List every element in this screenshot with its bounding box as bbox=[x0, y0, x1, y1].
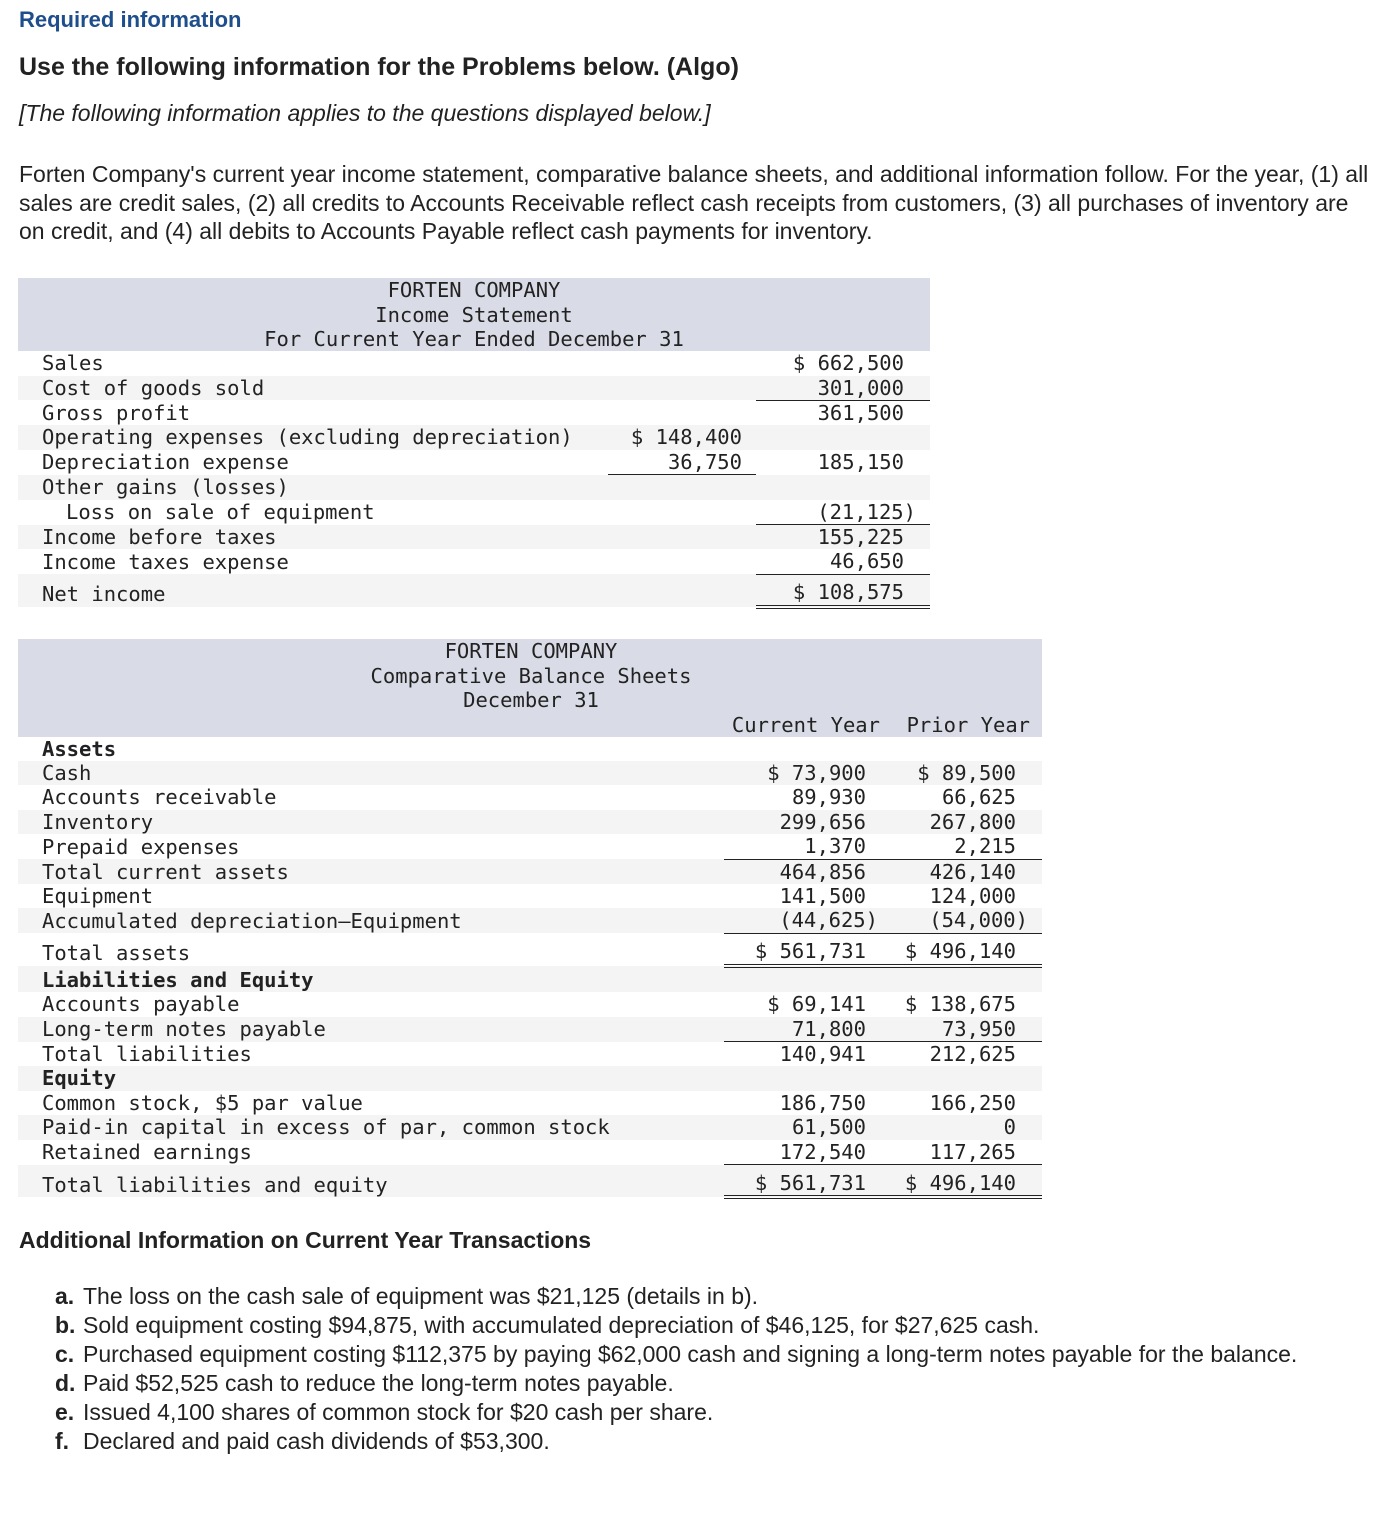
statement-row bbox=[18, 1165, 1042, 1198]
row-value-col1: (44,625) bbox=[724, 908, 880, 933]
statement-header-row bbox=[18, 663, 1042, 687]
row-value-col2: $ 108,575 bbox=[756, 574, 930, 607]
statement-row bbox=[18, 549, 930, 574]
statement-row bbox=[18, 574, 930, 607]
statement-row bbox=[18, 785, 1042, 809]
item-text: Declared and paid cash dividends of $53,300. bbox=[83, 1428, 550, 1454]
statement-row bbox=[18, 475, 930, 500]
intro-paragraph: Forten Company's current year income statement, comparative balance sheets, and additional information follow. For the year, (1) all sales are credit sales, (2) all credits to Accounts Receivable reflect cash receipts from customers, (3) all purchases of inventory are on credit, and (4) all debits to Accounts Payable reflect cash payments for inventory. bbox=[19, 161, 1369, 244]
row-value-col2: 124,000 bbox=[929, 884, 1016, 908]
row-value-col2: $ 496,140 bbox=[880, 933, 1042, 966]
row-value-col2: $ 496,140 bbox=[880, 1165, 1042, 1198]
row-value-col2: $ 89,500 bbox=[880, 761, 1042, 785]
row-value-col1: 464,856 bbox=[724, 859, 880, 884]
row-value-col1: 299,656 bbox=[724, 810, 880, 834]
statement-header-row bbox=[18, 688, 1042, 712]
row-value-col1 bbox=[724, 737, 880, 761]
statement-row bbox=[18, 351, 930, 375]
statement-row bbox=[18, 966, 1042, 992]
statement-row bbox=[18, 1042, 1042, 1067]
row-value-col2 bbox=[880, 966, 1042, 992]
row-value-col1 bbox=[608, 475, 756, 500]
additional-info-item bbox=[55, 1369, 1355, 1398]
additional-info-item bbox=[55, 1311, 1355, 1340]
statement-row bbox=[18, 908, 1042, 933]
statement-row bbox=[18, 737, 1042, 761]
statement-header-row bbox=[18, 278, 930, 302]
statement-row bbox=[18, 1140, 1042, 1165]
item-key: a. bbox=[55, 1283, 75, 1309]
row-value-col2: 117,265 bbox=[880, 1140, 1042, 1165]
additional-info-item bbox=[55, 1398, 1355, 1427]
row-value-col1: $ 148,400 bbox=[608, 425, 756, 449]
row-value-col1: 36,750 bbox=[608, 450, 756, 475]
statement-row bbox=[18, 500, 930, 525]
statement-title-line: Income Statement bbox=[18, 302, 930, 326]
item-text: The loss on the cash sale of equipment was $21,125 (details in b). bbox=[83, 1283, 759, 1309]
balance-sheet-table bbox=[18, 639, 1042, 1199]
item-key: b. bbox=[55, 1312, 76, 1338]
row-value-col1: $ 561,731 bbox=[724, 933, 880, 966]
row-value-col2: 212,625 bbox=[929, 1042, 1016, 1067]
row-value-col2: 66,625 bbox=[941, 785, 1016, 810]
column-header-current: Current Year bbox=[724, 712, 880, 736]
statement-row bbox=[18, 400, 930, 425]
row-value-col1: $ 73,900 bbox=[724, 761, 880, 785]
required-information-heading: Required information bbox=[19, 7, 242, 32]
statement-row bbox=[18, 376, 930, 401]
statement-row bbox=[18, 884, 1042, 908]
statement-row bbox=[18, 834, 1042, 859]
row-label: Total assets bbox=[42, 941, 191, 966]
row-label: Equity bbox=[18, 1066, 724, 1090]
row-value-col1: 71,800 bbox=[724, 1017, 880, 1042]
additional-info-item bbox=[55, 1282, 1355, 1311]
statement-row bbox=[18, 859, 1042, 884]
item-key: d. bbox=[55, 1370, 76, 1396]
statement-title-line: Comparative Balance Sheets bbox=[18, 663, 724, 687]
statement-header-row bbox=[18, 327, 930, 351]
row-label: Equipment bbox=[42, 884, 154, 908]
statement-row bbox=[18, 1091, 1042, 1115]
item-text: Paid $52,525 cash to reduce the long-term notes payable. bbox=[83, 1370, 674, 1396]
row-value-col2: 267,800 bbox=[880, 810, 1042, 834]
item-text: Issued 4,100 shares of common stock for $20 cash per share. bbox=[83, 1399, 714, 1425]
row-label: Net income bbox=[18, 574, 608, 607]
row-value-col2 bbox=[880, 1066, 1042, 1090]
row-label: Income before taxes bbox=[18, 525, 608, 550]
row-value-col2: 2,215 bbox=[880, 834, 1042, 859]
additional-info-list bbox=[55, 1282, 1355, 1456]
row-label: Total liabilities bbox=[42, 1042, 252, 1067]
row-label: Accounts payable bbox=[42, 992, 240, 1017]
row-label: Liabilities and Equity bbox=[18, 966, 724, 992]
row-value-col2 bbox=[756, 475, 930, 500]
row-label: Common stock, $5 par value bbox=[42, 1090, 363, 1115]
row-value-col2: 361,500 bbox=[817, 400, 904, 425]
row-label: Assets bbox=[42, 736, 117, 761]
row-label: Paid-in capital in excess of par, common stock bbox=[18, 1115, 724, 1139]
row-label: Cash bbox=[18, 761, 724, 785]
statement-row bbox=[18, 933, 1042, 966]
statement-row bbox=[18, 1066, 1042, 1090]
item-key: c. bbox=[55, 1341, 75, 1367]
row-value-col2: 185,150 bbox=[817, 450, 904, 475]
row-value-col1 bbox=[608, 525, 756, 550]
row-value-col1: 1,370 bbox=[724, 834, 880, 859]
statement-row bbox=[18, 810, 1042, 834]
row-label: Cost of goods sold bbox=[18, 376, 608, 401]
statement-title-line: FORTEN COMPANY bbox=[18, 278, 930, 302]
statement-row bbox=[18, 425, 930, 449]
row-label: Income taxes expense bbox=[42, 549, 289, 574]
row-label: Total current assets bbox=[18, 859, 724, 884]
row-value-col2: 73,950 bbox=[880, 1017, 1042, 1042]
row-value-col1: 61,500 bbox=[724, 1115, 880, 1139]
row-value-col1 bbox=[608, 376, 756, 401]
additional-info-item bbox=[55, 1427, 1355, 1456]
row-label: Loss on sale of equipment bbox=[66, 500, 375, 525]
row-label: Inventory bbox=[18, 810, 724, 834]
row-value-col1 bbox=[608, 351, 756, 375]
row-value-col1 bbox=[608, 549, 756, 574]
statement-header-row bbox=[18, 639, 1042, 663]
row-value-col2: (21,125) bbox=[756, 500, 930, 525]
row-label: Sales bbox=[42, 351, 104, 376]
row-value-col2: 301,000 bbox=[756, 376, 930, 401]
row-label: Other gains (losses) bbox=[18, 475, 608, 500]
item-key: f. bbox=[55, 1428, 70, 1454]
item-text: Sold equipment costing $94,875, with accumulated depreciation of $46,125, for $27,625 cash. bbox=[83, 1312, 1040, 1338]
row-value-col2: 426,140 bbox=[880, 859, 1042, 884]
additional-info-item bbox=[55, 1340, 1355, 1369]
row-value-col2: 166,250 bbox=[929, 1090, 1016, 1115]
row-value-col1 bbox=[724, 966, 880, 992]
statement-row bbox=[18, 525, 930, 550]
problem-title: Use the following information for the Problems below. (Algo) bbox=[19, 53, 739, 81]
row-label: Accumulated depreciation—Equipment bbox=[18, 908, 724, 933]
row-value-col1: $ 561,731 bbox=[724, 1165, 880, 1198]
column-header-prior: Prior Year bbox=[880, 712, 1042, 736]
row-value-col1 bbox=[724, 1066, 880, 1090]
row-label: Accounts receivable bbox=[42, 785, 277, 810]
statement-header-row bbox=[18, 302, 930, 326]
row-value-col2: 0 bbox=[880, 1115, 1042, 1139]
row-label: Retained earnings bbox=[42, 1140, 252, 1165]
row-value-col1: 89,930 bbox=[791, 785, 866, 810]
row-value-col2: 46,650 bbox=[756, 549, 930, 574]
row-label: Prepaid expenses bbox=[42, 834, 240, 859]
statement-row bbox=[18, 1115, 1042, 1139]
row-value-col1 bbox=[608, 574, 756, 607]
row-value-col1: 172,540 bbox=[724, 1140, 880, 1165]
item-key: e. bbox=[55, 1399, 75, 1425]
row-value-col2: 155,225 bbox=[756, 525, 930, 550]
row-value-col2: (54,000) bbox=[880, 908, 1042, 933]
applies-note: [The following information applies to the questions displayed below.] bbox=[19, 100, 711, 126]
row-value-col1: 186,750 bbox=[779, 1090, 866, 1115]
row-value-col1 bbox=[608, 500, 756, 525]
row-value-col1: 140,941 bbox=[779, 1042, 866, 1067]
column-header-row bbox=[18, 712, 1042, 736]
row-label: Depreciation expense bbox=[42, 450, 289, 475]
statement-row bbox=[18, 1017, 1042, 1042]
statement-row bbox=[18, 992, 1042, 1016]
statement-title-line: FORTEN COMPANY bbox=[18, 639, 724, 663]
row-value-col2: $ 138,675 bbox=[904, 992, 1016, 1017]
row-label: Gross profit bbox=[42, 400, 191, 425]
row-value-col1: $ 69,141 bbox=[767, 992, 866, 1017]
statement-row bbox=[18, 761, 1042, 785]
statement-row bbox=[18, 450, 930, 475]
additional-info-heading: Additional Information on Current Year Transactions bbox=[19, 1227, 592, 1253]
row-value-col2 bbox=[880, 737, 1042, 761]
row-label: Operating expenses (excluding depreciation) bbox=[18, 425, 608, 449]
statement-title-line: December 31 bbox=[18, 688, 724, 712]
income-statement-table bbox=[18, 278, 930, 609]
item-text: Purchased equipment costing $112,375 by paying $62,000 cash and signing a long-term notes payable for the balance. bbox=[83, 1341, 1298, 1367]
row-value-col2: $ 662,500 bbox=[792, 351, 904, 376]
row-label: Long-term notes payable bbox=[18, 1017, 724, 1042]
row-value-col1 bbox=[608, 400, 756, 425]
row-value-col2 bbox=[756, 425, 930, 449]
row-label: Total liabilities and equity bbox=[18, 1165, 724, 1198]
row-value-col1: 141,500 bbox=[779, 884, 866, 908]
statement-title-line: For Current Year Ended December 31 bbox=[18, 327, 930, 351]
